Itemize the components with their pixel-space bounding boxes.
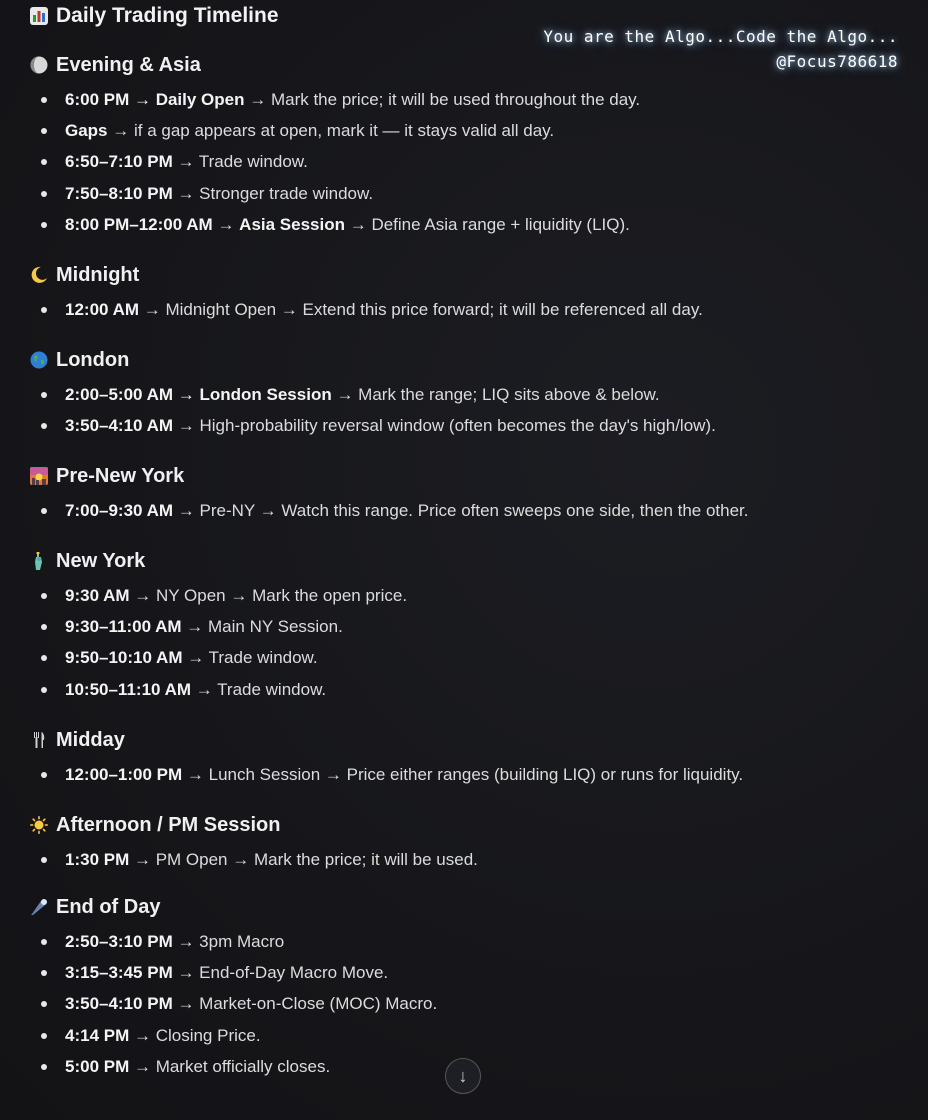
list-item [30,988,908,1019]
watermark-line-1: You are the Algo...Code the Algo... [543,27,898,46]
item-emphasis-text: Daily Open [155,90,245,109]
section-heading: Midday [30,726,908,754]
item-emphasis-text: London Session [199,385,332,404]
item-emphasis-text: 9:30 AM [65,586,130,605]
item-text: → Pre-NY → Watch this range. Price often sweeps one side, then the other. [173,501,749,520]
item-list [30,495,908,526]
globe-icon [30,351,48,369]
item-list [30,844,908,875]
item-text: → Mark the range; LIQ sits above & below. [331,385,660,404]
section-heading: Pre-New York [30,462,908,490]
section-heading: Afternoon / PM Session [30,811,908,839]
item-text: → PM Open → Mark the price; it will be used. [129,850,478,869]
item-emphasis-text: 5:00 PM [65,1056,130,1076]
fork-and-knife-icon [30,731,48,749]
list-item [30,115,908,146]
section-midday [30,726,908,790]
list-item [30,759,908,790]
item-text: → High-probability reversal window (often becomes the day's high/low). [173,416,716,436]
item-emphasis-text: 12:00–1:00 PM [65,765,183,784]
item-emphasis-text: 8:00 PM–12:00 AM [65,214,213,234]
list-item [30,410,908,441]
item-emphasis-text: 7:00–9:30 AM [65,501,174,520]
section-evening-asia [30,51,908,240]
list-item [30,495,908,526]
list-item [30,926,908,957]
section-london [30,346,908,441]
item-emphasis-text: 10:50–11:10 AM [65,679,192,699]
list-item [30,294,908,325]
item-list [30,379,908,441]
list-item [30,1020,908,1051]
item-text: → Trade window. [191,679,327,699]
item-text: → Lunch Session → Price either ranges (building LIQ) or runs for liquidity. [182,765,744,784]
item-emphasis-text: Asia Session [239,214,345,234]
comet-icon [30,898,48,916]
list-item [30,580,908,611]
item-list [30,759,908,790]
sunrise-icon [30,467,48,485]
item-text: → Trade window. [172,152,308,172]
item-emphasis-text: Gaps [65,121,108,141]
item-emphasis-text: 2:50–3:10 PM [65,932,173,951]
item-emphasis-text: 2:00–5:00 AM → [65,385,200,404]
item-text: → Define Asia range + liquidity (LIQ). [345,214,630,234]
list-item [30,611,908,642]
item-text: → End-of-Day Macro Move. [172,963,389,983]
item-emphasis-text: 4:14 PM [65,1025,130,1045]
section-heading: New York [30,547,908,575]
section-heading: End of Day [30,893,908,921]
item-text: → if a gap appears at open, mark it — it stays valid all day. [107,121,555,141]
item-list [30,294,908,325]
list-item [30,642,908,673]
scroll-down-button[interactable] [445,1058,481,1094]
section-pre-new-york [30,462,908,526]
bar-chart-icon [30,7,48,25]
item-text: → Stronger trade window. [172,183,374,203]
item-text: → Midnight Open → Extend this price forward; it will be referenced all day. [139,300,703,319]
watermark-line-2: @Focus786618 [776,52,898,71]
list-item [30,84,908,115]
item-emphasis-text: 9:50–10:10 AM [65,648,183,668]
item-emphasis-text: 12:00 AM [65,300,140,319]
item-text: → NY Open → Mark the open price. [129,586,408,605]
item-list [30,580,908,705]
sun-icon [30,816,48,834]
section-heading: London [30,346,908,374]
item-text: → Trade window. [182,648,318,668]
section-midnight [30,261,908,325]
section-afternoon [30,811,908,875]
item-text: → Main NY Session. [181,617,343,637]
section-new-york [30,547,908,705]
item-emphasis-text: 3:50–4:10 AM [65,416,174,436]
item-text: → Mark the price; it will be used throughout the day. [244,90,641,109]
arrow-down-icon: ↓ [458,1065,468,1086]
page-title [30,2,279,30]
list-item [30,146,908,177]
list-item [30,844,908,875]
statue-of-liberty-icon [30,552,48,570]
list-item [30,178,908,209]
list-item [30,209,908,240]
item-emphasis-text: 7:50–8:10 PM [65,183,173,203]
item-text: → [212,214,240,234]
list-item [30,957,908,988]
moon-phase-icon [30,56,48,74]
item-emphasis-text: 6:50–7:10 PM [65,152,173,172]
section-heading: Midnight [30,261,908,289]
item-emphasis-text: 1:30 PM [65,850,130,869]
section-end-of-day [30,893,908,1082]
list-item [30,379,908,410]
item-emphasis-text: 3:15–3:45 PM [65,963,173,983]
item-emphasis-text: 6:00 PM → [65,90,156,109]
crescent-moon-icon [30,266,48,284]
item-emphasis-text: 9:30–11:00 AM [65,617,182,637]
page-title-text: Daily Trading Timeline [56,4,279,27]
list-item [30,674,908,705]
section-heading: Evening & Asia [30,51,908,79]
item-emphasis-text: 3:50–4:10 PM [65,994,173,1014]
item-text: → Closing Price. [129,1025,261,1045]
item-text: → 3pm Macro [172,932,285,951]
item-text: → Market-on-Close (MOC) Macro. [172,994,438,1014]
item-list [30,84,908,240]
item-text: → Market officially closes. [129,1056,331,1076]
